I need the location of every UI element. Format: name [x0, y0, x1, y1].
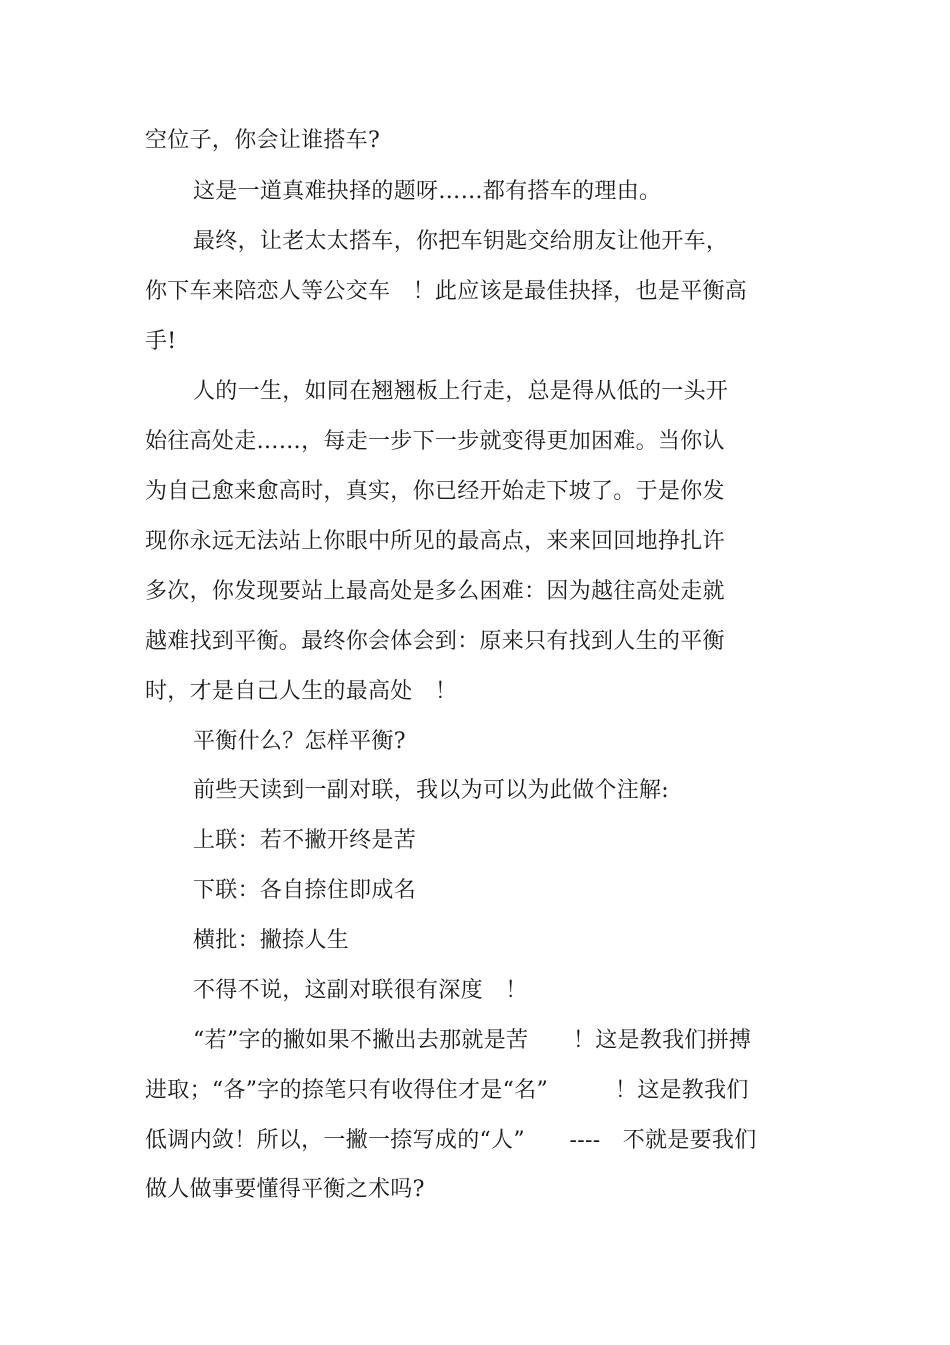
paragraph-line: 手!	[145, 329, 177, 354]
paragraph-line: 下联：各自捺住即成名	[193, 878, 417, 903]
paragraph-line: 越难找到平衡。最终你会体会到：原来只有找到人生的平衡	[145, 629, 725, 654]
paragraph-line: 始往高处走……，每走一步下一步就变得更加困难。当你认	[145, 429, 725, 454]
paragraph-line: 前些天读到一副对联，我以为可以为此做个注解:	[193, 778, 670, 803]
paragraph-line: 不得不说，这副对联很有深度 ！	[193, 978, 528, 1003]
paragraph-line: 这是一道真难抉择的题呀……都有搭车的理由。	[193, 179, 662, 204]
paragraph-line: 上联：若不撇开终是苦	[193, 828, 417, 853]
paragraph-line: 空位子，你会让谁搭车?	[145, 128, 381, 153]
paragraph-line: 现你永远无法站上你眼中所见的最高点，来来回回地挣扎许	[145, 529, 725, 554]
paragraph-line: 最终，让老太太搭车，你把车钥匙交给朋友让他开车，	[193, 229, 729, 254]
paragraph-line: “若”字的撇如果不撇出去那就是苦 ！这是教我们拼搏	[193, 1028, 752, 1053]
paragraph-line: 平衡什么？怎样平衡?	[193, 729, 406, 754]
paragraph-line: 时，才是自己人生的最高处 ！	[145, 679, 458, 704]
paragraph-line: 做人做事要懂得平衡之术吗?	[145, 1177, 425, 1202]
paragraph-line: 为自己愈来愈高时，真实，你已经开始走下坡了。于是你发	[145, 479, 725, 504]
paragraph-line: 进取；“各”字的捺笔只有收得住才是“名” ！这是教我们	[145, 1078, 749, 1103]
paragraph-line: 多次，你发现要站上最高处是多么困难：因为越往高处走就	[145, 579, 725, 604]
paragraph-line: 人的一生，如同在翘翘板上行走，总是得从低的一头开	[193, 379, 729, 404]
paragraph-line: 横批：撇捺人生	[193, 928, 350, 953]
paragraph-line: 你下车来陪恋人等公交车 ！此应该是最佳抉择，也是平衡高	[145, 279, 748, 304]
paragraph-line: 低调内敛！所以，一撇一捺写成的“人” ---- 不就是要我们	[145, 1128, 757, 1153]
